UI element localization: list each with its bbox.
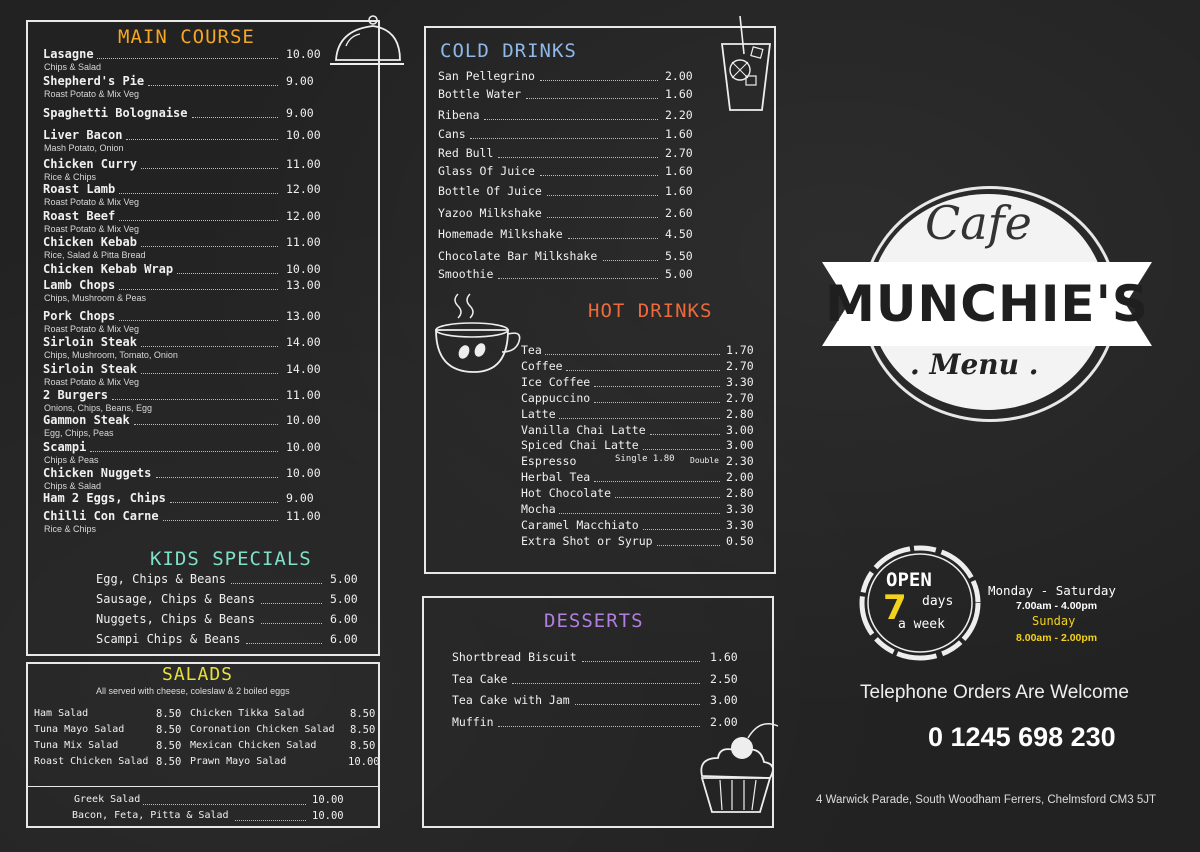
hot-drink-name: Cappuccino	[521, 391, 591, 405]
drink-item-name: Red Bull	[438, 146, 494, 160]
drink-item-price: 2.70	[665, 146, 693, 160]
drink-item-price: 1.60	[665, 127, 693, 141]
drink-item-price: 1.60	[665, 164, 693, 178]
menu-item-name: Lamb Chops	[43, 278, 116, 292]
dotted-leader	[498, 726, 700, 727]
menu-item-price: 13.00	[286, 309, 321, 323]
cafe-script-text: Cafe	[925, 196, 1032, 250]
menu-item-description: Rice & Chips	[44, 172, 97, 182]
menu-item-price: 14.00	[286, 362, 321, 376]
kids-item-price: 6.00	[330, 612, 358, 626]
a-week-label: a week	[898, 617, 945, 632]
espresso-double-label: Double	[690, 456, 719, 465]
hot-drink-name: Tea	[521, 343, 542, 357]
salad-extra-name: Bacon, Feta, Pitta & Salad	[72, 810, 229, 821]
dotted-leader	[261, 603, 322, 604]
hot-drink-name: Herbal Tea	[521, 470, 591, 484]
menu-item-description: Chips & Salad	[44, 481, 102, 491]
phone-number[interactable]: 0 1245 698 230	[928, 722, 1116, 752]
dotted-leader	[119, 289, 278, 290]
salad-item-name: Coronation Chicken Salad	[190, 724, 335, 735]
dotted-leader	[235, 820, 306, 821]
menu-item-description: Egg, Chips, Peas	[44, 428, 114, 438]
sunday-hours: 8.00am - 2.00pm	[1016, 632, 1098, 644]
dotted-leader	[547, 195, 658, 196]
hot-drink-name: Ice Coffee	[521, 375, 591, 389]
hot-drink-price: 2.70	[726, 391, 754, 405]
telephone-tagline: Telephone Orders Are Welcome	[860, 682, 1129, 703]
menu-item-name: Chicken Kebab	[43, 235, 137, 249]
dotted-leader	[594, 386, 720, 387]
drink-item-price: 2.60	[665, 206, 693, 220]
hot-drink-price: 2.80	[726, 407, 754, 421]
salads-note: All served with cheese, coleslaw & 2 boiled eggs	[96, 686, 290, 696]
menu-item-description: Rice, Salad & Pitta Bread	[44, 250, 146, 260]
menu-item-name: 2 Burgers	[43, 388, 109, 402]
dotted-leader	[540, 80, 658, 81]
menu-item-description: Roast Potato & Mix Veg	[44, 89, 140, 99]
hot-drink-name: Coffee	[521, 359, 563, 373]
dotted-leader	[148, 85, 278, 86]
hot-drink-price: 0.50	[726, 534, 754, 548]
drink-item-price: 2.20	[665, 108, 693, 122]
hot-drink-price: 2.80	[726, 486, 754, 500]
hot-drink-name: Latte	[521, 407, 556, 421]
open-badge-ring	[856, 542, 984, 664]
menu-item-name: Liver Bacon	[43, 128, 123, 142]
salad-item-name: Tuna Mix Salad	[34, 740, 119, 751]
dotted-leader	[141, 246, 278, 247]
drink-item-name: Glass Of Juice	[438, 164, 535, 178]
open-label: OPEN	[886, 569, 932, 591]
salad-item-name: Prawn Mayo Salad	[190, 756, 287, 767]
kids-item-name: Scampi Chips & Beans	[96, 632, 241, 646]
dotted-leader	[156, 477, 279, 478]
dessert-item-name: Shortbread Biscuit	[452, 650, 577, 664]
dotted-leader	[512, 683, 700, 684]
dotted-leader	[484, 119, 658, 120]
hot-drink-price: 2.30	[726, 454, 754, 468]
menu-item-price: 11.00	[286, 157, 321, 171]
main-course-title: MAIN COURSE	[118, 26, 255, 48]
dotted-leader	[559, 418, 720, 419]
dotted-leader	[650, 434, 720, 435]
dessert-item-price: 2.50	[710, 672, 738, 686]
kids-item-name: Egg, Chips & Beans	[96, 572, 227, 586]
drink-item-name: Bottle Water	[438, 87, 522, 101]
drink-item-name: San Pellegrino	[438, 69, 535, 83]
salad-item-price: 8.50	[156, 740, 182, 752]
menu-item-description: Chips & Peas	[44, 455, 99, 465]
menu-item-name: Roast Beef	[43, 209, 116, 223]
dotted-leader	[575, 704, 700, 705]
menu-item-name: Pork Chops	[43, 309, 116, 323]
menu-item-description: Roast Potato & Mix Veg	[44, 224, 140, 234]
weekday-label: Monday - Saturday	[988, 583, 1116, 598]
kids-item-name: Sausage, Chips & Beans	[96, 592, 255, 606]
kids-item-price: 5.00	[330, 592, 358, 606]
salad-item-price: 8.50	[156, 708, 182, 720]
salad-item-name: Ham Salad	[34, 708, 89, 719]
menu-item-price: 12.00	[286, 182, 321, 196]
dotted-leader	[545, 354, 720, 355]
salads-title: SALADS	[162, 664, 234, 685]
menu-item-price: 10.00	[286, 466, 321, 480]
hot-drink-price: 3.00	[726, 438, 754, 452]
menu-item-description: Mash Potato, Onion	[44, 143, 124, 153]
menu-item-name: Spaghetti Bolognaise	[43, 106, 188, 120]
dotted-leader	[526, 98, 658, 99]
drink-item-name: Cans	[438, 127, 466, 141]
menu-item-description: Chips & Salad	[44, 62, 102, 72]
menu-item-price: 10.00	[286, 128, 321, 142]
menu-item-description: Roast Potato & Mix Veg	[44, 324, 140, 334]
menu-item-price: 10.00	[286, 47, 321, 61]
menu-item-price: 10.00	[286, 413, 321, 427]
salad-item-price: 8.50	[350, 724, 376, 736]
menu-item-name: Roast Lamb	[43, 182, 116, 196]
dotted-leader	[559, 513, 720, 514]
dotted-leader	[119, 220, 278, 221]
dotted-leader	[498, 157, 658, 158]
drink-item-name: Chocolate Bar Milkshake	[438, 249, 598, 263]
menu-item-description: Rice & Chips	[44, 524, 97, 534]
salads-extra-divider	[26, 786, 380, 787]
dotted-leader	[594, 481, 720, 482]
salad-item-price: 8.50	[350, 708, 376, 720]
hot-drink-price: 3.30	[726, 375, 754, 389]
hot-drink-price: 3.30	[726, 518, 754, 532]
drink-item-name: Yazoo Milkshake	[438, 206, 542, 220]
iced-drink-icon	[710, 14, 782, 114]
menu-item-price: 11.00	[286, 388, 321, 402]
dessert-item-price: 1.60	[710, 650, 738, 664]
dessert-item-price: 3.00	[710, 693, 738, 707]
drink-item-name: Bottle Of Juice	[438, 184, 542, 198]
drink-item-price: 1.60	[665, 184, 693, 198]
kids-specials-title: KIDS SPECIALS	[150, 548, 312, 570]
dotted-leader	[119, 193, 278, 194]
menu-item-description: Chips, Mushroom, Tomato, Onion	[44, 350, 178, 360]
kids-item-name: Nuggets, Chips & Beans	[96, 612, 255, 626]
menu-item-price: 9.00	[286, 491, 314, 505]
menu-item-name: Chicken Kebab Wrap	[43, 262, 174, 276]
dotted-leader	[177, 273, 278, 274]
drink-item-name: Smoothie	[438, 267, 494, 281]
hot-drink-name: Spiced Chai Latte	[521, 438, 639, 452]
menu-item-name: Sirloin Steak	[43, 335, 137, 349]
dotted-leader	[90, 451, 278, 452]
dotted-leader	[143, 804, 306, 805]
address-text: 4 Warwick Parade, South Woodham Ferrers, Chelmsford CM3 5JT	[816, 794, 1157, 806]
brand-name: MUNCHIE'S	[825, 275, 1149, 333]
days-label: days	[922, 594, 954, 609]
menu-item-name: Gammon Steak	[43, 413, 130, 427]
salad-item-price: 8.50	[350, 740, 376, 752]
salad-item-price: 10.00	[348, 756, 380, 768]
dotted-leader	[470, 138, 658, 139]
drink-item-name: Ribena	[438, 108, 480, 122]
menu-item-price: 10.00	[286, 262, 321, 276]
salad-item-name: Roast Chicken Salad	[34, 756, 149, 767]
weekday-hours: 7.00am - 4.00pm	[1016, 600, 1098, 612]
dotted-leader	[643, 529, 720, 530]
dotted-leader	[615, 497, 720, 498]
menu-script-text: . Menu .	[910, 348, 1039, 381]
drink-item-price: 5.00	[665, 267, 693, 281]
sunday-label: Sunday	[1032, 614, 1076, 628]
menu-item-price: 14.00	[286, 335, 321, 349]
hot-drink-price: 3.30	[726, 502, 754, 516]
hot-drink-price: 2.70	[726, 359, 754, 373]
menu-item-price: 12.00	[286, 209, 321, 223]
dotted-leader	[540, 175, 658, 176]
dotted-leader	[141, 168, 278, 169]
menu-item-price: 11.00	[286, 509, 321, 523]
dotted-leader	[134, 424, 278, 425]
dotted-leader	[97, 58, 278, 59]
espresso-single-price: Single 1.80	[615, 454, 675, 464]
menu-item-name: Chicken Nuggets	[43, 466, 152, 480]
menu-item-name: Chicken Curry	[43, 157, 137, 171]
dotted-leader	[498, 278, 658, 279]
menu-item-name: Scampi	[43, 440, 87, 454]
menu-item-price: 10.00	[286, 440, 321, 454]
dotted-leader	[547, 217, 658, 218]
menu-item-name: Ham 2 Eggs, Chips	[43, 491, 166, 505]
hot-drink-name: Vanilla Chai Latte	[521, 423, 646, 437]
kids-item-price: 5.00	[330, 572, 358, 586]
dotted-leader	[141, 346, 278, 347]
desserts-title: DESSERTS	[544, 610, 644, 632]
menu-item-description: Chips, Mushroom & Peas	[44, 293, 147, 303]
hot-drink-name: Hot Chocolate	[521, 486, 612, 500]
hot-drink-name: Espresso	[521, 454, 577, 468]
hot-drink-name: Extra Shot or Syrup	[521, 534, 653, 548]
hot-drink-price: 3.00	[726, 423, 754, 437]
hot-drink-price: 1.70	[726, 343, 754, 357]
salad-item-price: 8.50	[156, 724, 182, 736]
cupcake-icon	[690, 718, 782, 818]
dotted-leader	[119, 320, 278, 321]
menu-item-name: Lasagne	[43, 47, 94, 61]
dotted-leader	[566, 370, 720, 371]
hot-drink-name: Mocha	[521, 502, 556, 516]
dotted-leader	[231, 583, 322, 584]
dotted-leader	[163, 520, 278, 521]
dotted-leader	[192, 117, 278, 118]
salad-extra-name: Greek Salad	[74, 794, 141, 805]
dotted-leader	[246, 643, 322, 644]
dotted-leader	[643, 449, 720, 450]
dotted-leader	[594, 402, 720, 403]
dessert-item-price: 2.00	[710, 715, 738, 729]
salad-extra-price: 10.00	[312, 810, 344, 822]
menu-item-price: 9.00	[286, 106, 314, 120]
hot-drinks-title: HOT DRINKS	[588, 300, 713, 322]
hot-drink-price: 2.00	[726, 470, 754, 484]
drink-item-price: 1.60	[665, 87, 693, 101]
dotted-leader	[657, 545, 720, 546]
menu-item-price: 9.00	[286, 74, 314, 88]
dessert-item-name: Muffin	[452, 715, 494, 729]
salad-item-name: Chicken Tikka Salad	[190, 708, 305, 719]
drink-item-price: 5.50	[665, 249, 693, 263]
dessert-item-name: Tea Cake	[452, 672, 508, 686]
salad-item-name: Mexican Chicken Salad	[190, 740, 317, 751]
drink-item-price: 4.50	[665, 227, 693, 241]
drink-item-name: Homemade Milkshake	[438, 227, 563, 241]
hot-drink-name: Caramel Macchiato	[521, 518, 639, 532]
dotted-leader	[141, 373, 278, 374]
menu-item-name: Shepherd's Pie	[43, 74, 145, 88]
dotted-leader	[568, 238, 658, 239]
salad-item-name: Tuna Mayo Salad	[34, 724, 125, 735]
menu-item-description: Roast Potato & Mix Veg	[44, 377, 140, 387]
menu-item-description: Roast Potato & Mix Veg	[44, 197, 140, 207]
cloche-icon	[326, 12, 406, 74]
menu-item-price: 11.00	[286, 235, 321, 249]
dessert-item-name: Tea Cake with Jam	[452, 693, 570, 707]
menu-item-price: 13.00	[286, 278, 321, 292]
dotted-leader	[261, 623, 322, 624]
drink-item-price: 2.00	[665, 69, 693, 83]
cold-drinks-title: COLD DRINKS	[440, 40, 577, 62]
menu-item-name: Chilli Con Carne	[43, 509, 159, 523]
dotted-leader	[603, 260, 658, 261]
menu-item-description: Onions, Chips, Beans, Egg	[44, 403, 153, 413]
dotted-leader	[126, 139, 278, 140]
salad-item-price: 8.50	[156, 756, 182, 768]
salad-extra-price: 10.00	[312, 794, 344, 806]
seven-number: 7	[883, 588, 907, 628]
menu-item-name: Sirloin Steak	[43, 362, 137, 376]
coffee-cup-icon	[430, 290, 526, 376]
dotted-leader	[582, 661, 700, 662]
dotted-leader	[170, 502, 278, 503]
dotted-leader	[112, 399, 278, 400]
kids-item-price: 6.00	[330, 632, 358, 646]
